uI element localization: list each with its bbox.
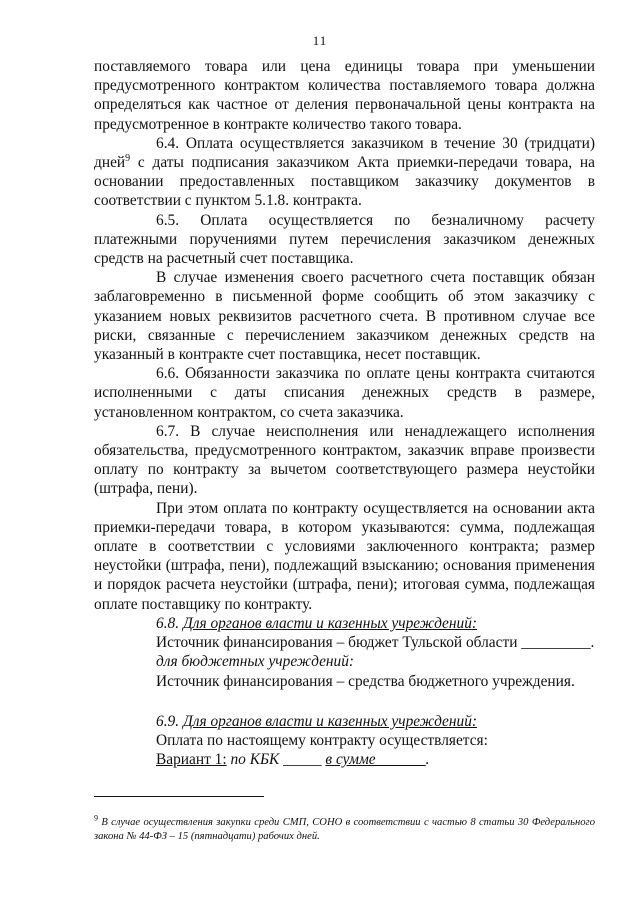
payment-intro: Оплата по настоящему контракту осуществляется:	[156, 731, 488, 749]
page-number: 11	[312, 33, 328, 48]
paragraph-6-5: 6.5. Оплата осуществляется по безналичному расчету платежными поручениями путем перечисления заказчиком денежных средств на расчетный счет поставщика.	[94, 211, 595, 268]
paragraph-continuation: поставляемого товара или цена единицы товара при уменьшении предусмотренного контрактом количества поставляемого товара должна определяться как частное от деления первоначальной цены контракта на предусмотренное в контракте количество такого товара.	[94, 58, 595, 133]
budget-institutions-heading: для бюджетных учреждений:	[156, 653, 355, 671]
footnote	[94, 813, 595, 844]
section-6-8-number: 6.8.	[156, 614, 180, 632]
paragraph-6-7: 6.7. В случае неисполнения или ненадлежащего исполнения обязательства, предусмотренного контрактом, заказчик вправе произвести оплату по контракту за вычетом соответствующего размера неустойки (штрафа, пени).	[94, 422, 595, 498]
paragraph-6-4	[94, 134, 595, 211]
section-6-8-title: Для органов власти и казенных учреждений:	[182, 614, 478, 632]
paragraph-6-6: 6.6. Обязанности заказчика по оплате цены контракта считаются исполненными с даты списания денежных средств в размере, установленном контрактом, со счета заказчика.	[94, 365, 595, 421]
variant-1-label: Вариант 1:	[156, 751, 227, 769]
section-6-9-number: 6.9.	[156, 712, 180, 730]
footnote-number: 9	[94, 813, 98, 823]
variant-1-line	[94, 750, 595, 769]
paragraph-6-4-text: 6.4. Оплата осуществляется заказчиком в течение 30 (тридцати) дней	[94, 134, 595, 172]
spacer	[94, 691, 595, 712]
section-6-9-title: Для органов власти и казенных учреждений:	[182, 712, 478, 730]
funding-source-institution: Источник финансирования – средства бюджетного учреждения.	[156, 672, 575, 690]
footnote-ref: 9	[125, 152, 131, 164]
section-6-9-heading	[94, 712, 595, 731]
paragraph-6-4-text-rest: с даты подписания заказчиком Акта приемки-передачи товара, на основании предоставленных поставщиком заказчику документов в соответствии с пунктом 5.1.8. контракта.	[94, 154, 595, 210]
funding-source-budget: Источник финансирования – бюджет Тульской области _________.	[156, 634, 595, 652]
section-6-8-heading	[94, 614, 595, 633]
footnote-text: В случае осуществления закупки среди СМП, СОНО в соответствии с частью 8 статьи 30 Федерального закона № 44-ФЗ – 15 (пятнадцати) рабочих дней.	[94, 817, 595, 842]
document-body	[94, 57, 595, 769]
paragraph-account-change: В случае изменения своего расчетного счета поставщик обязан заблаговременно в письменной форме сообщить об этом заказчику с указанием новых реквизитов расчетного счета. В противном случае все риски, связанные с перечислением заказчиком денежных средств на указанный в контракте счет поставщика, несет поставщик.	[94, 269, 595, 364]
paragraph-payment-basis: При этом оплата по контракту осуществляется на основании акта приемки-передачи товара, в котором указываются: сумма, подлежащая оплате в соответствии с условиями заключенного контракта; размер неустойки (штрафа, пени), подлежащий взысканию; основания применения и порядок расчета неустойки (штрафа, пени); итоговая сумма, подлежащая оплате поставщику по контракту.	[94, 499, 595, 613]
variant-1-end: .	[425, 751, 430, 769]
footnote-separator	[94, 796, 264, 797]
variant-1-sum: в сумме ______	[325, 751, 426, 769]
variant-1-kbk: по КБК _____	[226, 751, 326, 769]
